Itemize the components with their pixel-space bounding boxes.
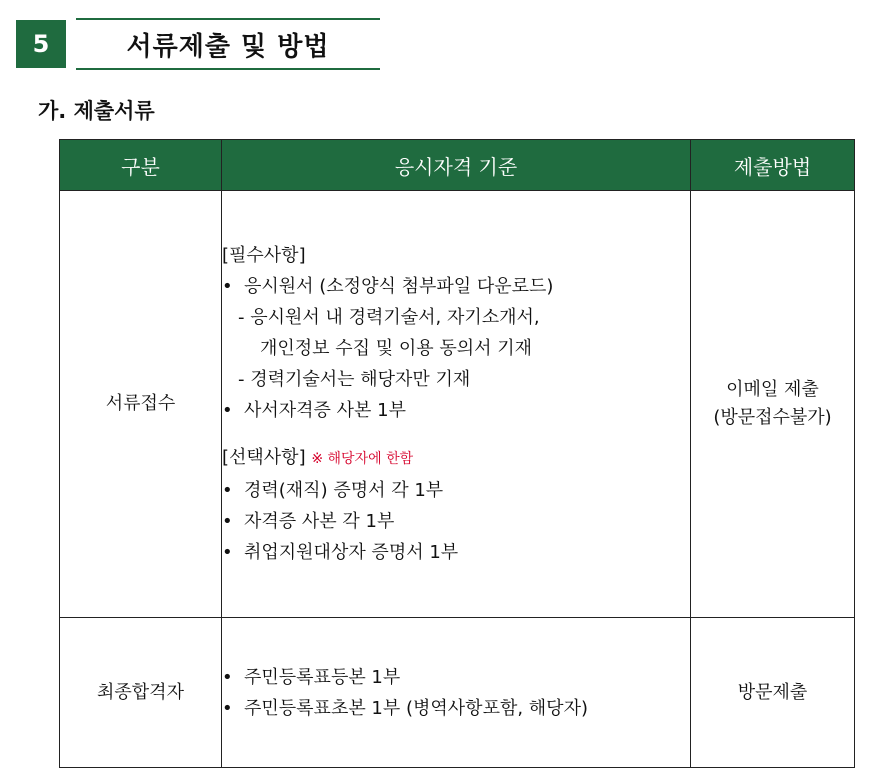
criteria-cell <box>222 191 691 618</box>
list-item: • 취업지원대상자 증명서 1부 <box>222 542 459 563</box>
table-row <box>60 191 855 618</box>
list-subitem: - 응시원서 내 경력기술서, 자기소개서, <box>238 307 540 328</box>
method-line: 방문제출 <box>737 681 808 703</box>
optional-heading: [선택사항] ※ 해당자에 한함 <box>222 447 414 468</box>
method-cell <box>691 191 855 618</box>
list-item: • 경력(재직) 증명서 각 1부 <box>222 480 444 501</box>
header-category: 구분 <box>60 140 222 191</box>
table-header-row <box>60 140 855 191</box>
table-row <box>60 618 855 768</box>
optional-note: ※ 해당자에 한함 <box>311 451 414 467</box>
required-heading: [필수사항] <box>222 245 306 266</box>
list-subitem: - 경력기술서는 해당자만 기재 <box>238 369 471 390</box>
list-subitem-continued: 개인정보 수집 및 이용 동의서 기재 <box>260 338 533 359</box>
header-method: 제출방법 <box>691 140 855 191</box>
header-criteria: 응시자격 기준 <box>222 140 691 191</box>
method-cell <box>691 618 855 768</box>
section-title: 서류제출 및 방법 <box>126 31 330 62</box>
list-item: • 자격증 사본 각 1부 <box>222 511 395 532</box>
category-cell: 최종합격자 <box>60 618 222 768</box>
list-item: • 주민등록표등본 1부 <box>222 666 401 688</box>
list-item: • 사서자격증 사본 1부 <box>222 400 406 421</box>
subsection-title: 가. 제출서류 <box>38 99 155 123</box>
category-cell: 서류접수 <box>60 191 222 618</box>
method-line: (방문접수불가) <box>713 407 832 428</box>
method-line: 이메일 제출 <box>726 379 819 400</box>
criteria-cell <box>222 618 691 768</box>
section-number-badge: 5 <box>16 20 66 68</box>
list-item: • 응시원서 (소정양식 첨부파일 다운로드) <box>222 276 554 297</box>
list-item: • 주민등록표초본 1부 (병역사항포함, 해당자) <box>222 697 588 719</box>
documents-table <box>59 139 855 768</box>
section-title-box <box>76 18 380 70</box>
